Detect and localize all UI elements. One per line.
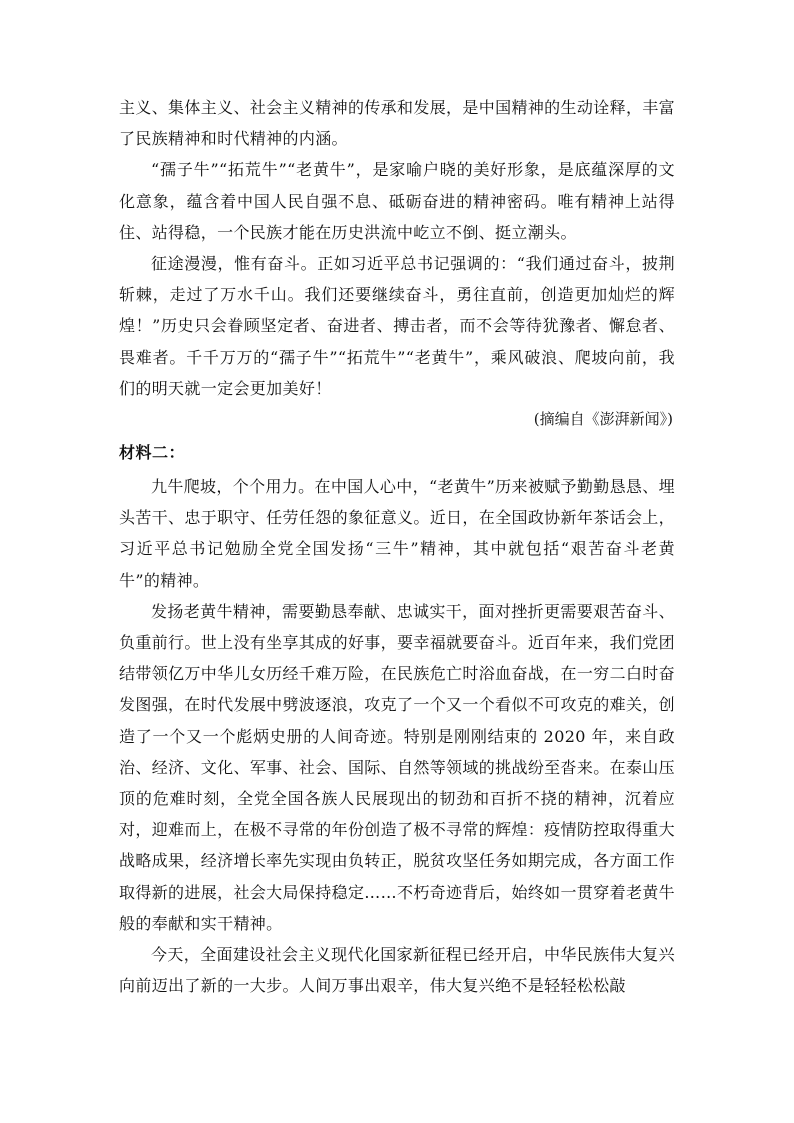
document-page [119,92,675,1001]
paragraph-2: “孺子牛”“拓荒牛”“老黄牛”，是家喻户晓的美好形象，是底蕴深厚的文化意象，蕴含着中国人民自强不息、砥砺奋进的精神密码。唯有精神上站得住、站得稳，一个民族才能在历史洪流中屹立不倒、挺立潮头。 [119,160,675,242]
paragraph-4: 九牛爬坡，个个用力。在中国人心中，“老黄牛”历来被赋予勤勤恳恳、埋头苦干、忠于职守、任劳任怨的象征意义。近日，在全国政协新年茶话会上，习近平总书记勉励全党全国发扬“三牛”精神，其中就包括“艰苦奋斗老黄牛”的精神。 [119,477,675,590]
section-heading: 材料二： [119,443,186,463]
paragraph-3: 征途漫漫，惟有奋斗。正如习近平总书记强调的：“我们通过奋斗，披荆斩棘，走过了万水千山。我们还要继续奋斗，勇往直前，创造更加灿烂的辉煌！”历史只会眷顾坚定者、奋进者、搏击者，而不会等待犹豫者、懈怠者、畏难者。千千万万的“孺子牛”“拓荒牛”“老黄牛”，乘风破浪、爬坡向前，我们的明天就一定会更加美好！ [119,254,675,398]
paragraph-6: 今天，全面建设社会主义现代化国家新征程已经开启，中华民族伟大复兴向前迈出了新的一大步。人间万事出艰辛，伟大复兴绝不是轻轻松松敲 [119,945,675,996]
paragraph-5: 发扬老黄牛精神，需要勤恳奉献、忠诚实干，面对挫折更需要艰苦奋斗、负重前行。世上没有坐享其成的好事，要幸福就要奋斗。近百年来，我们党团结带领亿万中华儿女历经千难万险，在民族危亡时浴血奋战，在一穷二白时奋发图强，在时代发展中劈波逐浪，攻克了一个又一个看似不可攻克的难关，创造了一个又一个彪炳史册的人间奇迹。特别是刚刚结束的 2020 年，来自政治、经济、文化、军事、社会、国际、自然等领域的挑战纷至沓来。在泰山压顶的危难时刻，全党全国各族人民展现出的韧劲和百折不挠的精神，沉着应对，迎难而上，在极不寻常的年份创造了极不寻常的辉煌：疫情防控取得重大战略成果，经济增长率先实现由负转正，脱贫攻坚任务如期完成，各方面工作取得新的进展，社会大局保持稳定……不朽奇迹背后，始终如一贯穿着老黄牛般的奉献和实干精神。 [119,601,675,933]
source-citation: (摘编自《澎湃新闻》) [533,410,673,429]
paragraph-1: 主义、集体主义、社会主义精神的传承和发展，是中国精神的生动诠释，丰富了民族精神和时代精神的内涵。 [119,98,675,149]
